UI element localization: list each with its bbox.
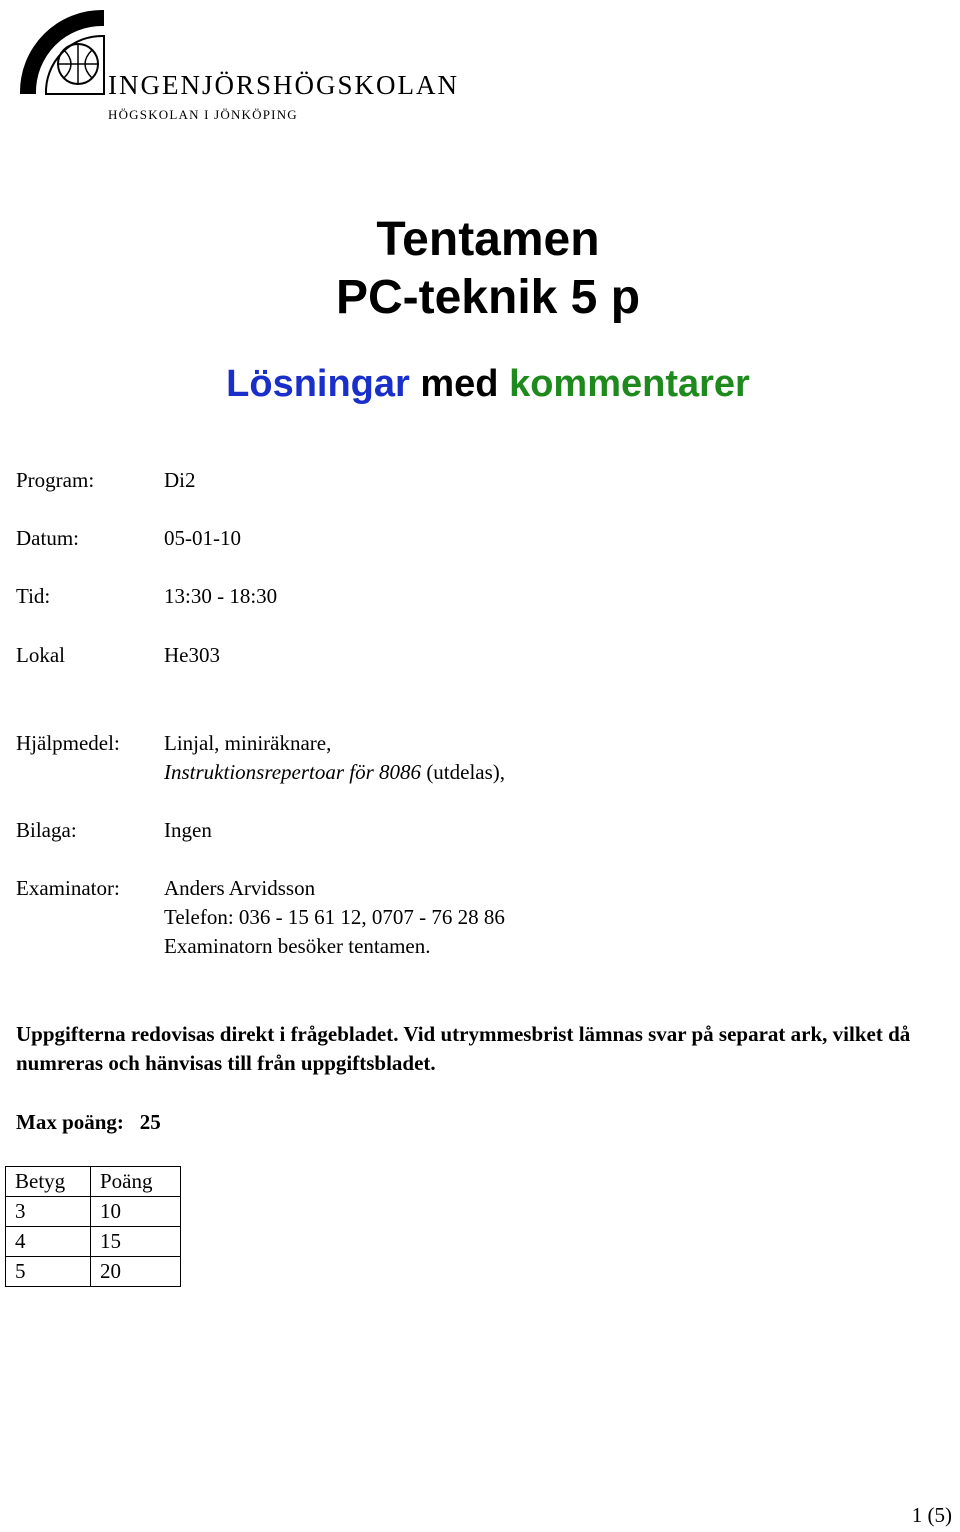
course-title: PC-teknik 5 p bbox=[335, 271, 641, 324]
instructions-paragraph: Uppgifterna redovisas direkt i frågebladet. Vid utrymmesbrist lämnas svar på separat ark, vilket då numreras och hänvisas till från uppgiftsbladet. bbox=[16, 1022, 911, 1075]
aids-label: Hjälpmedel: bbox=[16, 731, 120, 755]
grade-cell: 4 bbox=[6, 1227, 91, 1257]
attachment-label: Bilaga: bbox=[16, 818, 77, 842]
room-value: He303 bbox=[164, 643, 220, 667]
grade-cell: 3 bbox=[6, 1197, 91, 1227]
max-points-value: 25 bbox=[139, 1110, 161, 1134]
logo-name: INGENJÖRSHÖGSKOLAN bbox=[108, 70, 460, 100]
table-row bbox=[6, 1227, 181, 1257]
time-value: 13:30 - 18:30 bbox=[164, 584, 278, 608]
room-label: Lokal bbox=[16, 643, 65, 667]
grade-table bbox=[5, 1166, 181, 1287]
max-points-label: Max poäng: bbox=[16, 1110, 124, 1134]
points-cell: 15 bbox=[91, 1227, 181, 1257]
program-label: Program: bbox=[16, 468, 95, 492]
subtitle-part-solutions: Lösningar bbox=[226, 363, 410, 405]
grade-header-cell: Betyg bbox=[6, 1167, 91, 1197]
subtitle-part-comments: kommentarer bbox=[509, 363, 750, 405]
logo-subtitle: HÖGSKOLAN I JÖNKÖPING bbox=[108, 107, 298, 122]
points-header-cell: Poäng bbox=[91, 1167, 181, 1197]
time-label: Tid: bbox=[16, 584, 51, 608]
date-value: 05-01-10 bbox=[164, 526, 241, 550]
max-points bbox=[16, 1108, 161, 1137]
grade-cell: 5 bbox=[6, 1257, 91, 1287]
solutions-subtitle bbox=[0, 362, 960, 406]
table-row bbox=[6, 1257, 181, 1287]
examiner-phone: Telefon: 036 - 15 61 12, 0707 - 76 28 86 bbox=[164, 905, 505, 929]
aids-line-1: Linjal, miniräknare, bbox=[164, 731, 332, 755]
school-logo bbox=[16, 8, 476, 126]
arch-emblem-icon bbox=[16, 8, 116, 98]
instruction-set-reference: Instruktionsrepertoar för 8086 bbox=[164, 760, 422, 784]
date-label: Datum: bbox=[16, 526, 79, 550]
aids-line-2-suffix: (utdelas), bbox=[421, 760, 506, 784]
program-value: Di2 bbox=[164, 468, 196, 492]
page-number: 1 (5) bbox=[911, 1503, 952, 1527]
aids-line-2 bbox=[164, 758, 505, 787]
examiner-note: Examinatorn besöker tentamen. bbox=[164, 934, 431, 958]
points-cell: 10 bbox=[91, 1197, 181, 1227]
exam-title: Tentamen bbox=[376, 213, 600, 266]
attachment-value: Ingen bbox=[164, 818, 212, 842]
table-row bbox=[6, 1197, 181, 1227]
subtitle-part-with: med bbox=[409, 363, 510, 405]
examiner-label: Examinator: bbox=[16, 876, 120, 900]
examiner-name: Anders Arvidsson bbox=[164, 876, 316, 900]
grade-table-header bbox=[6, 1167, 181, 1197]
points-cell: 20 bbox=[91, 1257, 181, 1287]
